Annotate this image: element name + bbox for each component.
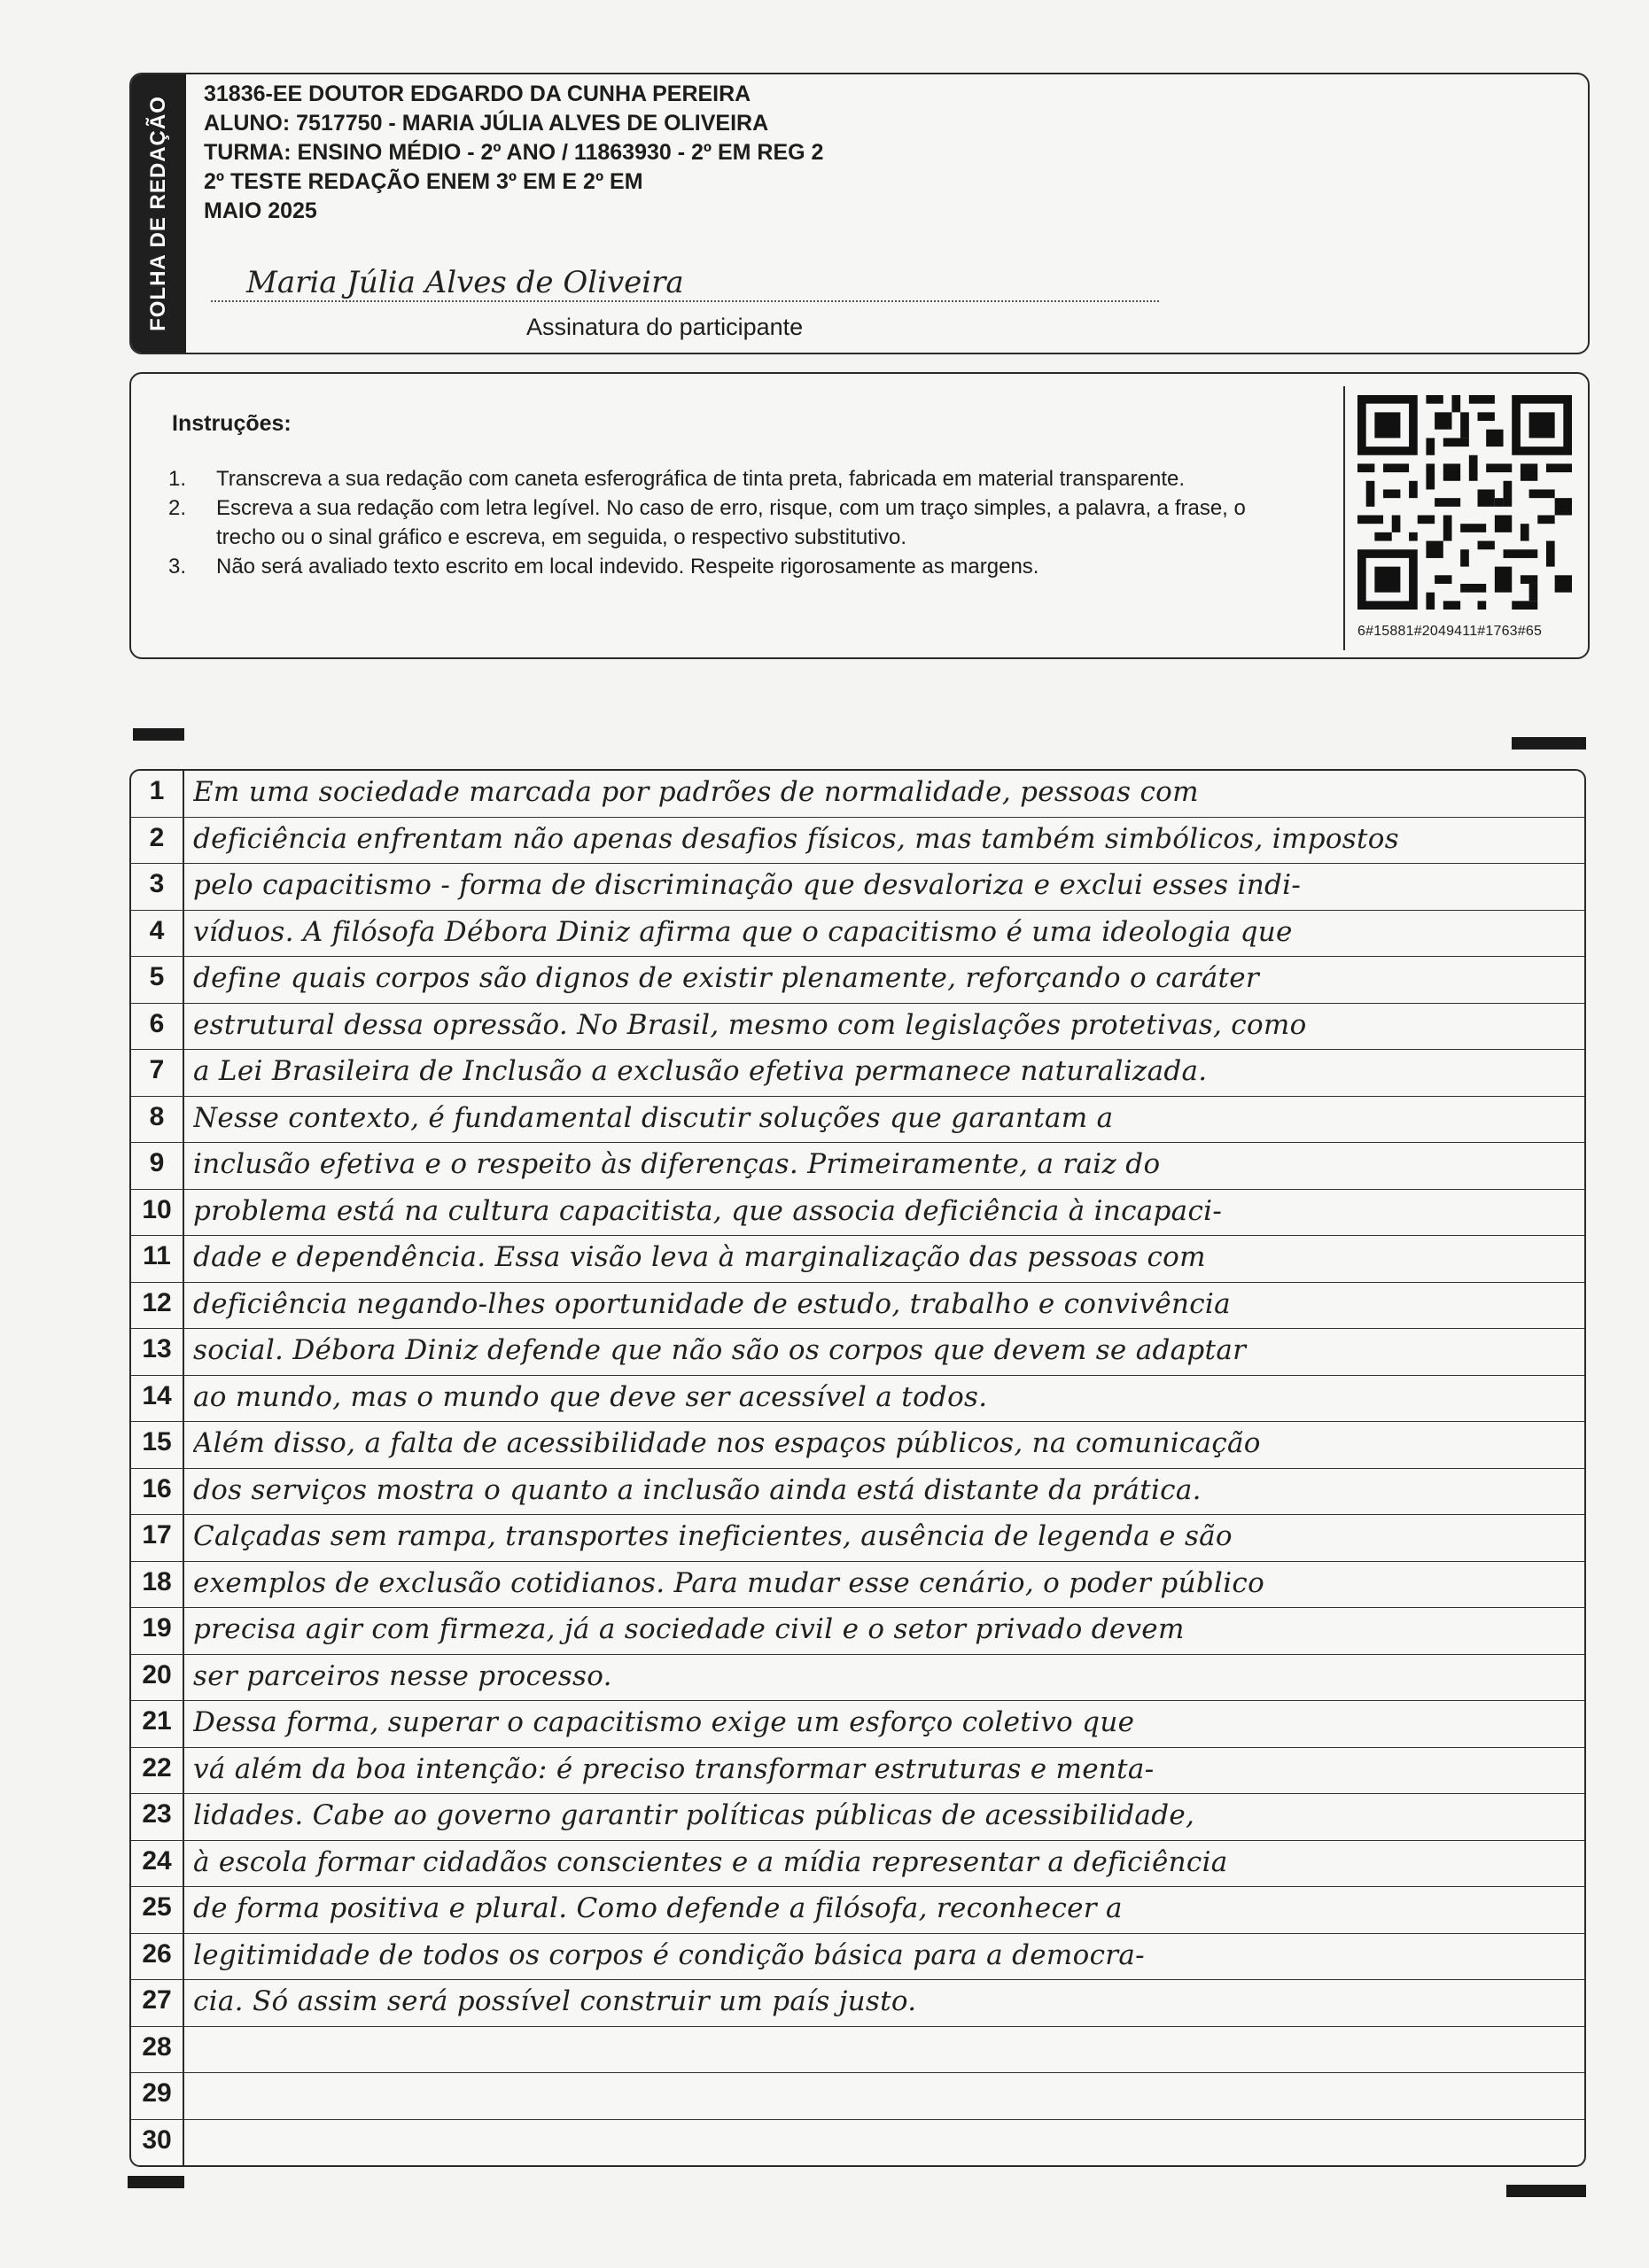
student-name: ALUNO: 7517750 - MARIA JÚLIA ALVES DE OLIVEIRA (204, 111, 769, 136)
line-number: 30 (142, 2124, 172, 2155)
signature-caption: Assinatura do participante (526, 314, 804, 340)
handwritten-text: estrutural dessa opressão. No Brasil, mesmo com legislações protetivas, como (193, 1008, 1307, 1041)
class-info: TURMA: ENSINO MÉDIO - 2º ANO / 11863930 - 2º EM REG 2 (204, 140, 824, 165)
handwritten-text: de forma positiva e plural. Como defende a filósofa, reconhecer a (193, 1892, 1123, 1924)
handwritten-text: cia. Só assim será possível construir um país justo. (193, 1985, 917, 2017)
line-number: 25 (142, 1892, 172, 1922)
essay-line (131, 1794, 1584, 1841)
essay-line (131, 1422, 1584, 1469)
school-name: 31836-EE DOUTOR EDGARDO DA CUNHA PEREIRA (204, 82, 751, 106)
vertical-label: FOLHA DE REDAÇÃO (146, 96, 170, 331)
instruction-text: Escreva a sua redação com letra legível. No caso de erro, risque, com um traço simples, a palavra, a frase, o trecho ou o sinal gráfico e escreva, em seguida, o respectivo substitutivo. (216, 496, 1246, 549)
handwritten-text: deficiência negando-lhes oportunidade de estudo, trabalho e convivência (193, 1287, 1231, 1320)
essay-line (131, 1934, 1584, 1981)
line-number: 9 (149, 1148, 165, 1177)
handwritten-text: dos serviços mostra o quanto a inclusão ainda está distante da prática. (193, 1473, 1202, 1506)
handwritten-text: vá além da boa intenção: é preciso transformar estruturas e menta- (193, 1752, 1155, 1785)
handwritten-text: pelo capacitismo - forma de discriminação que desvaloriza e exclui esses indi- (193, 869, 1302, 901)
line-number: 16 (142, 1473, 172, 1503)
registration-mark (1506, 2185, 1586, 2197)
qr-code-icon (1357, 395, 1572, 610)
folha-de-redacao-tab (131, 74, 186, 353)
handwritten-text: a Lei Brasileira de Inclusão a exclusão efetiva permanece naturalizada. (193, 1055, 1208, 1087)
line-number: 10 (142, 1194, 172, 1224)
essay-line (131, 1376, 1584, 1423)
line-number: 18 (142, 1566, 172, 1596)
handwritten-text: lidades. Cabe ao governo garantir políticas públicas de acessibilidade, (193, 1799, 1195, 1831)
instruction-number: 3. (168, 555, 187, 579)
line-number: 24 (142, 1845, 172, 1876)
handwritten-text: Dessa forma, superar o capacitismo exige um esforço coletivo que (193, 1706, 1135, 1738)
line-number: 5 (149, 962, 165, 991)
essay-line (131, 1887, 1584, 1934)
line-number: 29 (142, 2078, 172, 2108)
handwritten-text: à escola formar cidadãos conscientes e a mídia representar a deficiência (193, 1845, 1228, 1878)
line-number: 8 (149, 1101, 165, 1131)
handwritten-text: legitimidade de todos os corpos é condição básica para a democra- (193, 1938, 1145, 1971)
handwritten-text: Em uma sociedade marcada por padrões de normalidade, pessoas com (193, 776, 1199, 808)
handwritten-text: precisa agir com firmeza, já a sociedade civil e o setor privado devem (193, 1613, 1185, 1645)
signature-line (211, 300, 1159, 302)
handwritten-text: problema está na cultura capacitista, que associa deficiência à incapaci- (193, 1194, 1223, 1227)
handwritten-text: ao mundo, mas o mundo que deve ser acessível a todos. (193, 1380, 988, 1413)
essay-line (131, 771, 1584, 818)
essay-line (131, 1469, 1584, 1516)
essay-line (131, 1097, 1584, 1144)
handwritten-text: Nesse contexto, é fundamental discutir soluções que garantam a (193, 1101, 1114, 1134)
essay-line (131, 1236, 1584, 1283)
line-number: 2 (149, 822, 165, 852)
essay-line (131, 1283, 1584, 1330)
instruction-item (168, 552, 1267, 581)
essay-line (131, 1655, 1584, 1702)
line-number: 6 (149, 1008, 165, 1038)
line-number: 3 (149, 869, 165, 898)
instruction-text: Não será avaliado texto escrito em local indevido. Respeite rigorosamente as margens. (216, 555, 1039, 579)
essay-line (131, 1329, 1584, 1376)
handwritten-text: define quais corpos são dignos de existir plenamente, reforçando o caráter (193, 962, 1260, 994)
essay-line (131, 1980, 1584, 2027)
handwritten-text: Calçadas sem rampa, transportes ineficientes, ausência de legenda e são (193, 1520, 1233, 1552)
essay-line (131, 864, 1584, 911)
line-number: 22 (142, 1752, 172, 1783)
handwritten-text: deficiência enfrentam não apenas desafios físicos, mas também simbólicos, impostos (193, 822, 1399, 855)
instruction-number: 1. (168, 467, 187, 491)
instruction-text: Transcreva a sua redação com caneta esferográfica de tinta preta, fabricada em material transparente. (216, 467, 1186, 491)
essay-line (131, 818, 1584, 865)
line-number: 11 (143, 1241, 171, 1270)
instruction-item (168, 464, 1267, 493)
signature-handwriting: Maria Júlia Alves de Oliveira (246, 265, 684, 300)
essay-line (131, 1748, 1584, 1795)
line-number: 26 (142, 1938, 172, 1969)
essay-line (131, 1562, 1584, 1609)
student-header-box (129, 73, 1590, 354)
qr-area (1343, 386, 1583, 650)
line-number: 28 (142, 2031, 172, 2062)
registration-mark (128, 2176, 184, 2188)
essay-line (131, 1190, 1584, 1237)
handwritten-text: social. Débora Diniz defende que não são os corpos que devem se adaptar (193, 1334, 1247, 1366)
line-number: 20 (142, 1659, 172, 1689)
line-number: 12 (142, 1287, 172, 1317)
instructions-list (168, 464, 1267, 581)
handwritten-text: ser parceiros nesse processo. (193, 1659, 612, 1692)
line-number: 14 (142, 1380, 172, 1410)
essay-line (131, 1701, 1584, 1748)
line-number: 7 (149, 1055, 165, 1084)
exam-name: 2º TESTE REDAÇÃO ENEM 3º EM E 2º EM (204, 169, 643, 194)
essay-line (131, 1515, 1584, 1562)
line-number: 15 (142, 1427, 172, 1456)
essay-line (131, 957, 1584, 1004)
essay-line (131, 1004, 1584, 1051)
essay-line (131, 2073, 1584, 2120)
line-number: 19 (142, 1613, 172, 1643)
line-number: 4 (149, 915, 165, 945)
line-number: 17 (142, 1520, 172, 1550)
instructions-title: Instruções: (172, 411, 292, 436)
line-number: 13 (142, 1334, 172, 1363)
qr-code-text: 6#15881#2049411#1763#65 (1357, 624, 1543, 639)
handwritten-text: inclusão efetiva e o respeito às diferenças. Primeiramente, a raiz do (193, 1148, 1161, 1180)
handwritten-text: Além disso, a falta de acessibilidade nos espaços públicos, na comunicação (193, 1427, 1261, 1459)
essay-line (131, 1143, 1584, 1190)
instruction-item (168, 493, 1267, 552)
line-number: 27 (142, 1985, 172, 2015)
essay-line (131, 1841, 1584, 1888)
instructions-box (129, 372, 1590, 659)
essay-line (131, 1608, 1584, 1655)
essay-line (131, 2120, 1584, 2167)
handwritten-text: víduos. A filósofa Débora Diniz afirma que o capacitismo é uma ideologia que (193, 915, 1293, 948)
line-number: 23 (142, 1799, 172, 1829)
essay-sheet (129, 769, 1586, 2167)
registration-mark (1512, 737, 1586, 750)
handwritten-text: exemplos de exclusão cotidianos. Para mudar esse cenário, o poder público (193, 1566, 1265, 1599)
registration-mark (133, 728, 184, 741)
line-number: 21 (142, 1706, 172, 1736)
line-number: 1 (149, 776, 165, 805)
student-info (204, 80, 823, 226)
essay-line (131, 1050, 1584, 1097)
exam-date: MAIO 2025 (204, 198, 317, 223)
instruction-number: 2. (168, 496, 187, 520)
essay-line (131, 911, 1584, 958)
essay-line (131, 2027, 1584, 2074)
handwritten-text: dade e dependência. Essa visão leva à marginalização das pessoas com (193, 1241, 1206, 1273)
